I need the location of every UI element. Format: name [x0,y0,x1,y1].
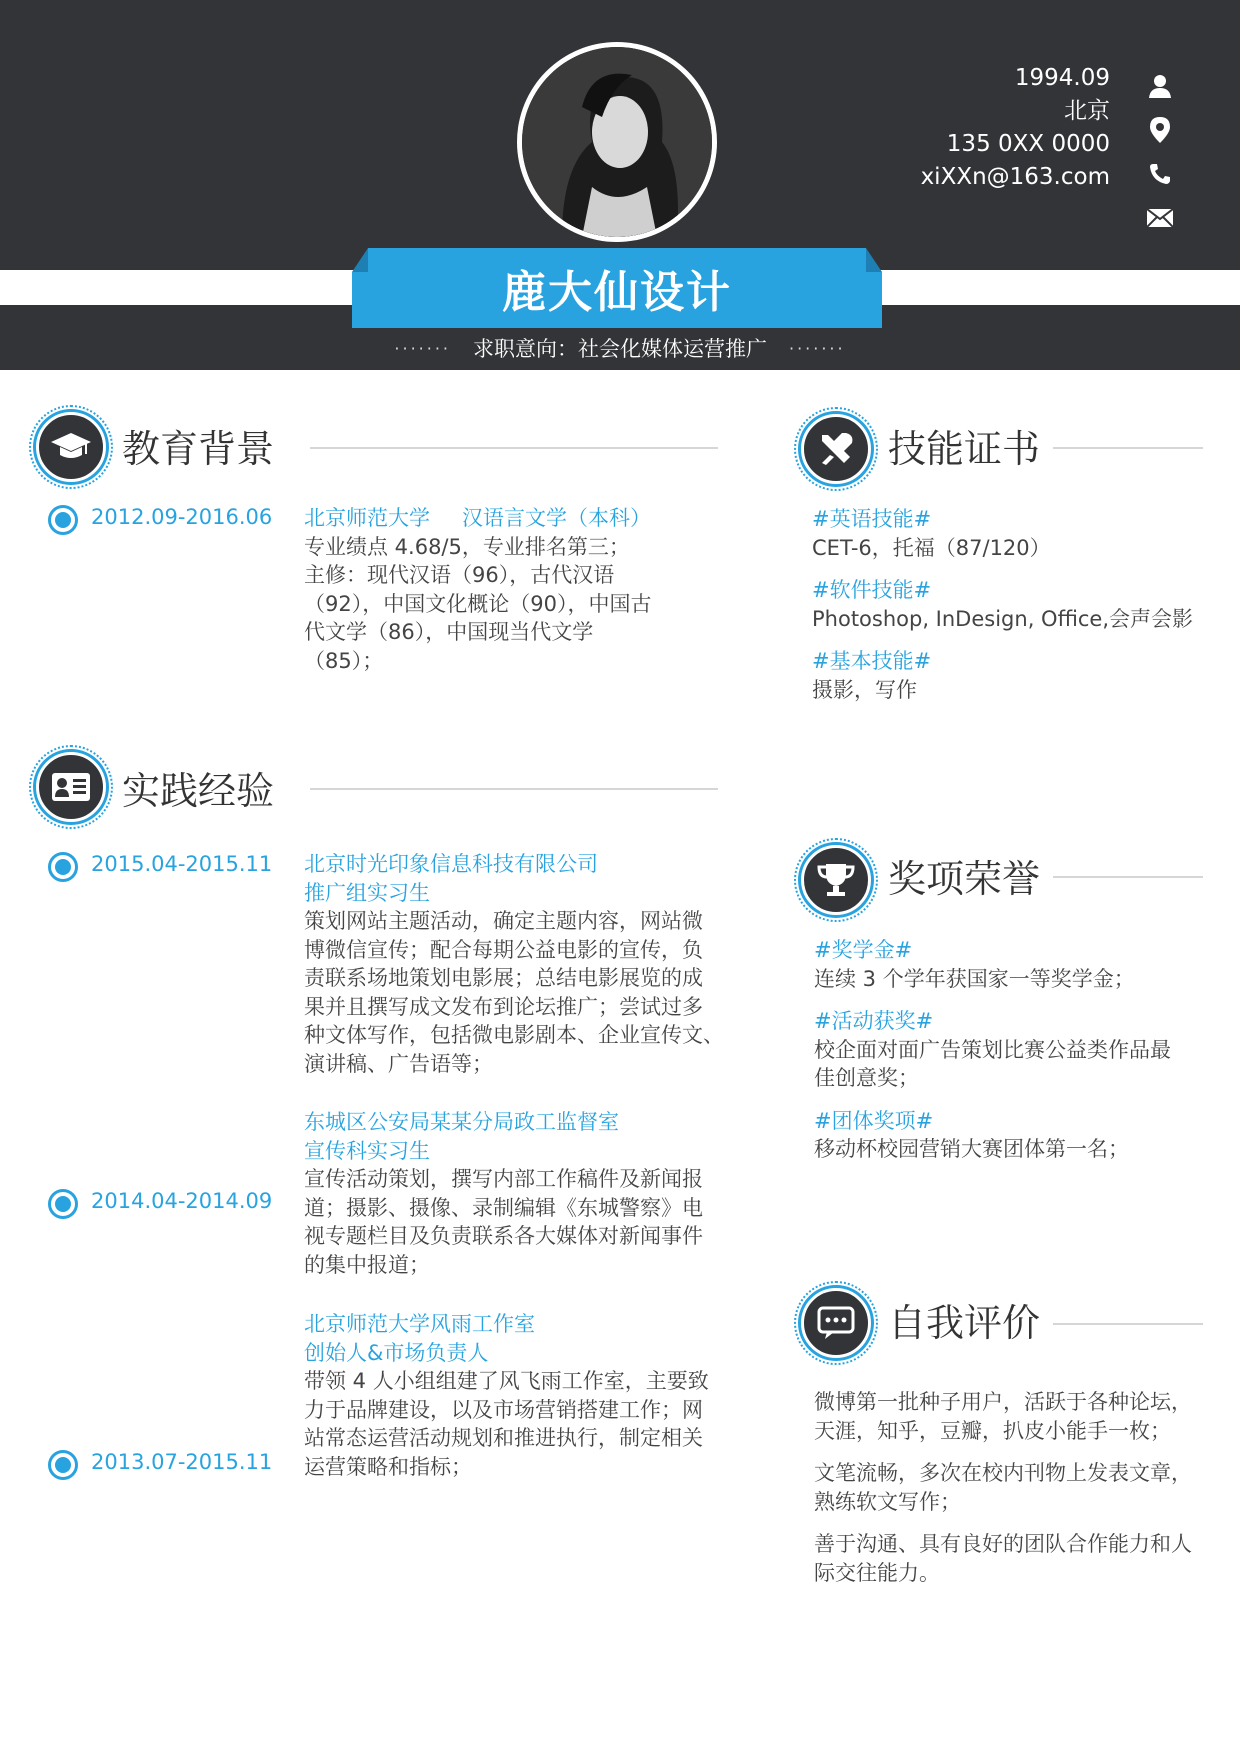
timeline-dot [48,1450,78,1480]
practice-line: 的集中报道； [304,1252,430,1277]
skills-list [812,505,1212,704]
section-divider [310,447,718,449]
self-line: 熟练软文写作； [814,1489,961,1514]
practice-date: 2013.07-2015.11 [91,1450,273,1474]
section-divider [1053,876,1203,878]
award-text: 佳创意奖； [814,1066,919,1090]
practice-line: 果并且撰写成文发布到论坛推广；尝试过多 [304,994,703,1019]
practice-line: 种文体写作，包括微电影剧本、企业宣传文、 [304,1023,724,1047]
phone-icon [1145,152,1175,196]
section-title-awards: 奖项荣誉 [888,857,1041,901]
skill-text: 摄影，写作 [812,677,917,702]
skill-text: Photoshop, InDesign, Office,会声会影 [812,606,1194,631]
org-name: 东城区公安局某某分局政工监督室 [304,1110,619,1134]
education-line: （85）； [304,648,384,673]
practice-line: 道；摄影、摄像、录制编辑《东城警察》电 [304,1195,703,1220]
user-icon [1145,64,1175,108]
birth-date: 1994.09 [1014,65,1110,91]
location-pin-icon [1145,108,1175,152]
self-line: 微博第一批种子用户，活跃于各种论坛， [814,1390,1192,1414]
award-text: 移动杯校园营销大赛团体第一名； [814,1137,1129,1161]
contact-info [921,62,1110,194]
section-title-education: 教育背景 [122,427,275,471]
school-name: 北京师范大学 [304,506,430,530]
practice-entry [304,850,744,1078]
contact-icons [1145,64,1175,240]
id-card-icon [36,752,106,822]
practice-line: 博微信宣传；配合每期公益电影的宣传，负 [304,937,703,962]
awards-list [814,936,1214,1164]
dots-right: ······· [789,338,846,358]
practice-line: 演讲稿、广告语等； [304,1051,493,1076]
practice-date: 2015.04-2015.11 [91,852,273,876]
tools-icon [801,414,871,484]
education-date: 2012.09-2016.06 [91,505,273,529]
timeline-dot [48,852,78,882]
graduation-cap-icon [36,412,106,482]
org-name: 北京师范大学风雨工作室 [304,1312,535,1336]
self-evaluation [814,1388,1224,1587]
education-line: 代文学（86），中国现当代文学 [304,620,594,644]
phone-number: 135 0XX 0000 [946,131,1110,157]
name-banner [368,248,866,328]
practice-line: 责联系场地策划电影展；总结电影展览的成 [304,966,703,990]
award-tag: #团体奖项# [814,1108,934,1133]
role-name: 推广组实习生 [304,880,430,905]
practice-entry [304,1310,744,1481]
section-title-self: 自我评价 [888,1301,1041,1345]
profile-photo [517,42,717,242]
section-divider [310,788,718,790]
role-name: 宣传科实习生 [304,1138,430,1163]
candidate-name: 鹿大仙设计 [502,267,732,318]
timeline-dot [48,1189,78,1219]
practice-date: 2014.04-2014.09 [91,1189,273,1213]
section-divider [1053,1323,1203,1325]
self-line: 文笔流畅，多次在校内刊物上发表文章， [814,1461,1192,1485]
skill-tag: #英语技能# [812,507,932,531]
practice-line: 视专题栏目及负责联系各大媒体对新闻事件 [304,1224,703,1248]
job-objective [0,332,1240,364]
mail-icon [1145,196,1175,240]
practice-entry [304,1108,744,1279]
trophy-icon [801,845,871,915]
banner-tail-right [866,272,882,328]
dots-left: ······· [394,338,451,358]
award-text: 连续 3 个学年获国家一等奖学金； [814,966,1135,991]
practice-line: 宣传活动策划，撰写内部工作稿件及新闻报 [304,1167,703,1191]
banner-fold-right [866,248,882,272]
education-line: （92），中国文化概论（90），中国古 [304,591,652,616]
section-title-skills: 技能证书 [888,427,1041,471]
award-text: 校企面对面广告策划比赛公益类作品最 [814,1037,1171,1062]
location: 北京 [1064,98,1110,124]
self-line: 际交往能力。 [814,1560,940,1585]
role-name: 创始人&市场负责人 [304,1340,489,1365]
objective-text: 求职意向：社会化媒体运营推广 [473,337,767,361]
practice-line: 力于品牌建设，以及市场营销搭建工作；网 [304,1397,703,1422]
org-name: 北京时光印象信息科技有限公司 [304,852,598,876]
section-divider [1053,447,1203,449]
email-address: xiXXn@163.com [920,164,1110,190]
chat-bubble-icon [801,1288,871,1358]
skill-text: CET-6，托福（87/120） [812,535,1051,560]
award-tag: #活动获奖# [814,1009,934,1033]
section-title-practice: 实践经验 [122,769,275,813]
skill-tag: #软件技能# [812,578,932,602]
award-tag: #奖学金# [814,938,913,962]
skill-tag: #基本技能# [812,649,932,673]
self-line: 天涯，知乎，豆瓣，扒皮小能手一枚； [814,1418,1171,1443]
self-line: 善于沟通、具有良好的团队合作能力和人 [814,1532,1192,1556]
practice-line: 站常态运营活动规划和推进执行，制定相关 [304,1426,703,1450]
practice-line: 带领 4 人小组组建了风飞雨工作室，主要致 [304,1369,709,1393]
timeline-dot [48,505,78,535]
banner-tail-left [352,272,368,328]
banner-fold-left [352,248,368,272]
education-line: 主修：现代汉语（96），古代汉语 [304,563,615,587]
major-name: 汉语言文学（本科） [462,506,651,530]
education-line: 专业绩点 4.68/5，专业排名第三； [304,534,630,559]
practice-line: 运营策略和指标； [304,1454,472,1479]
practice-line: 策划网站主题活动，确定主题内容，网站微 [304,909,703,933]
education-entry [304,504,724,675]
